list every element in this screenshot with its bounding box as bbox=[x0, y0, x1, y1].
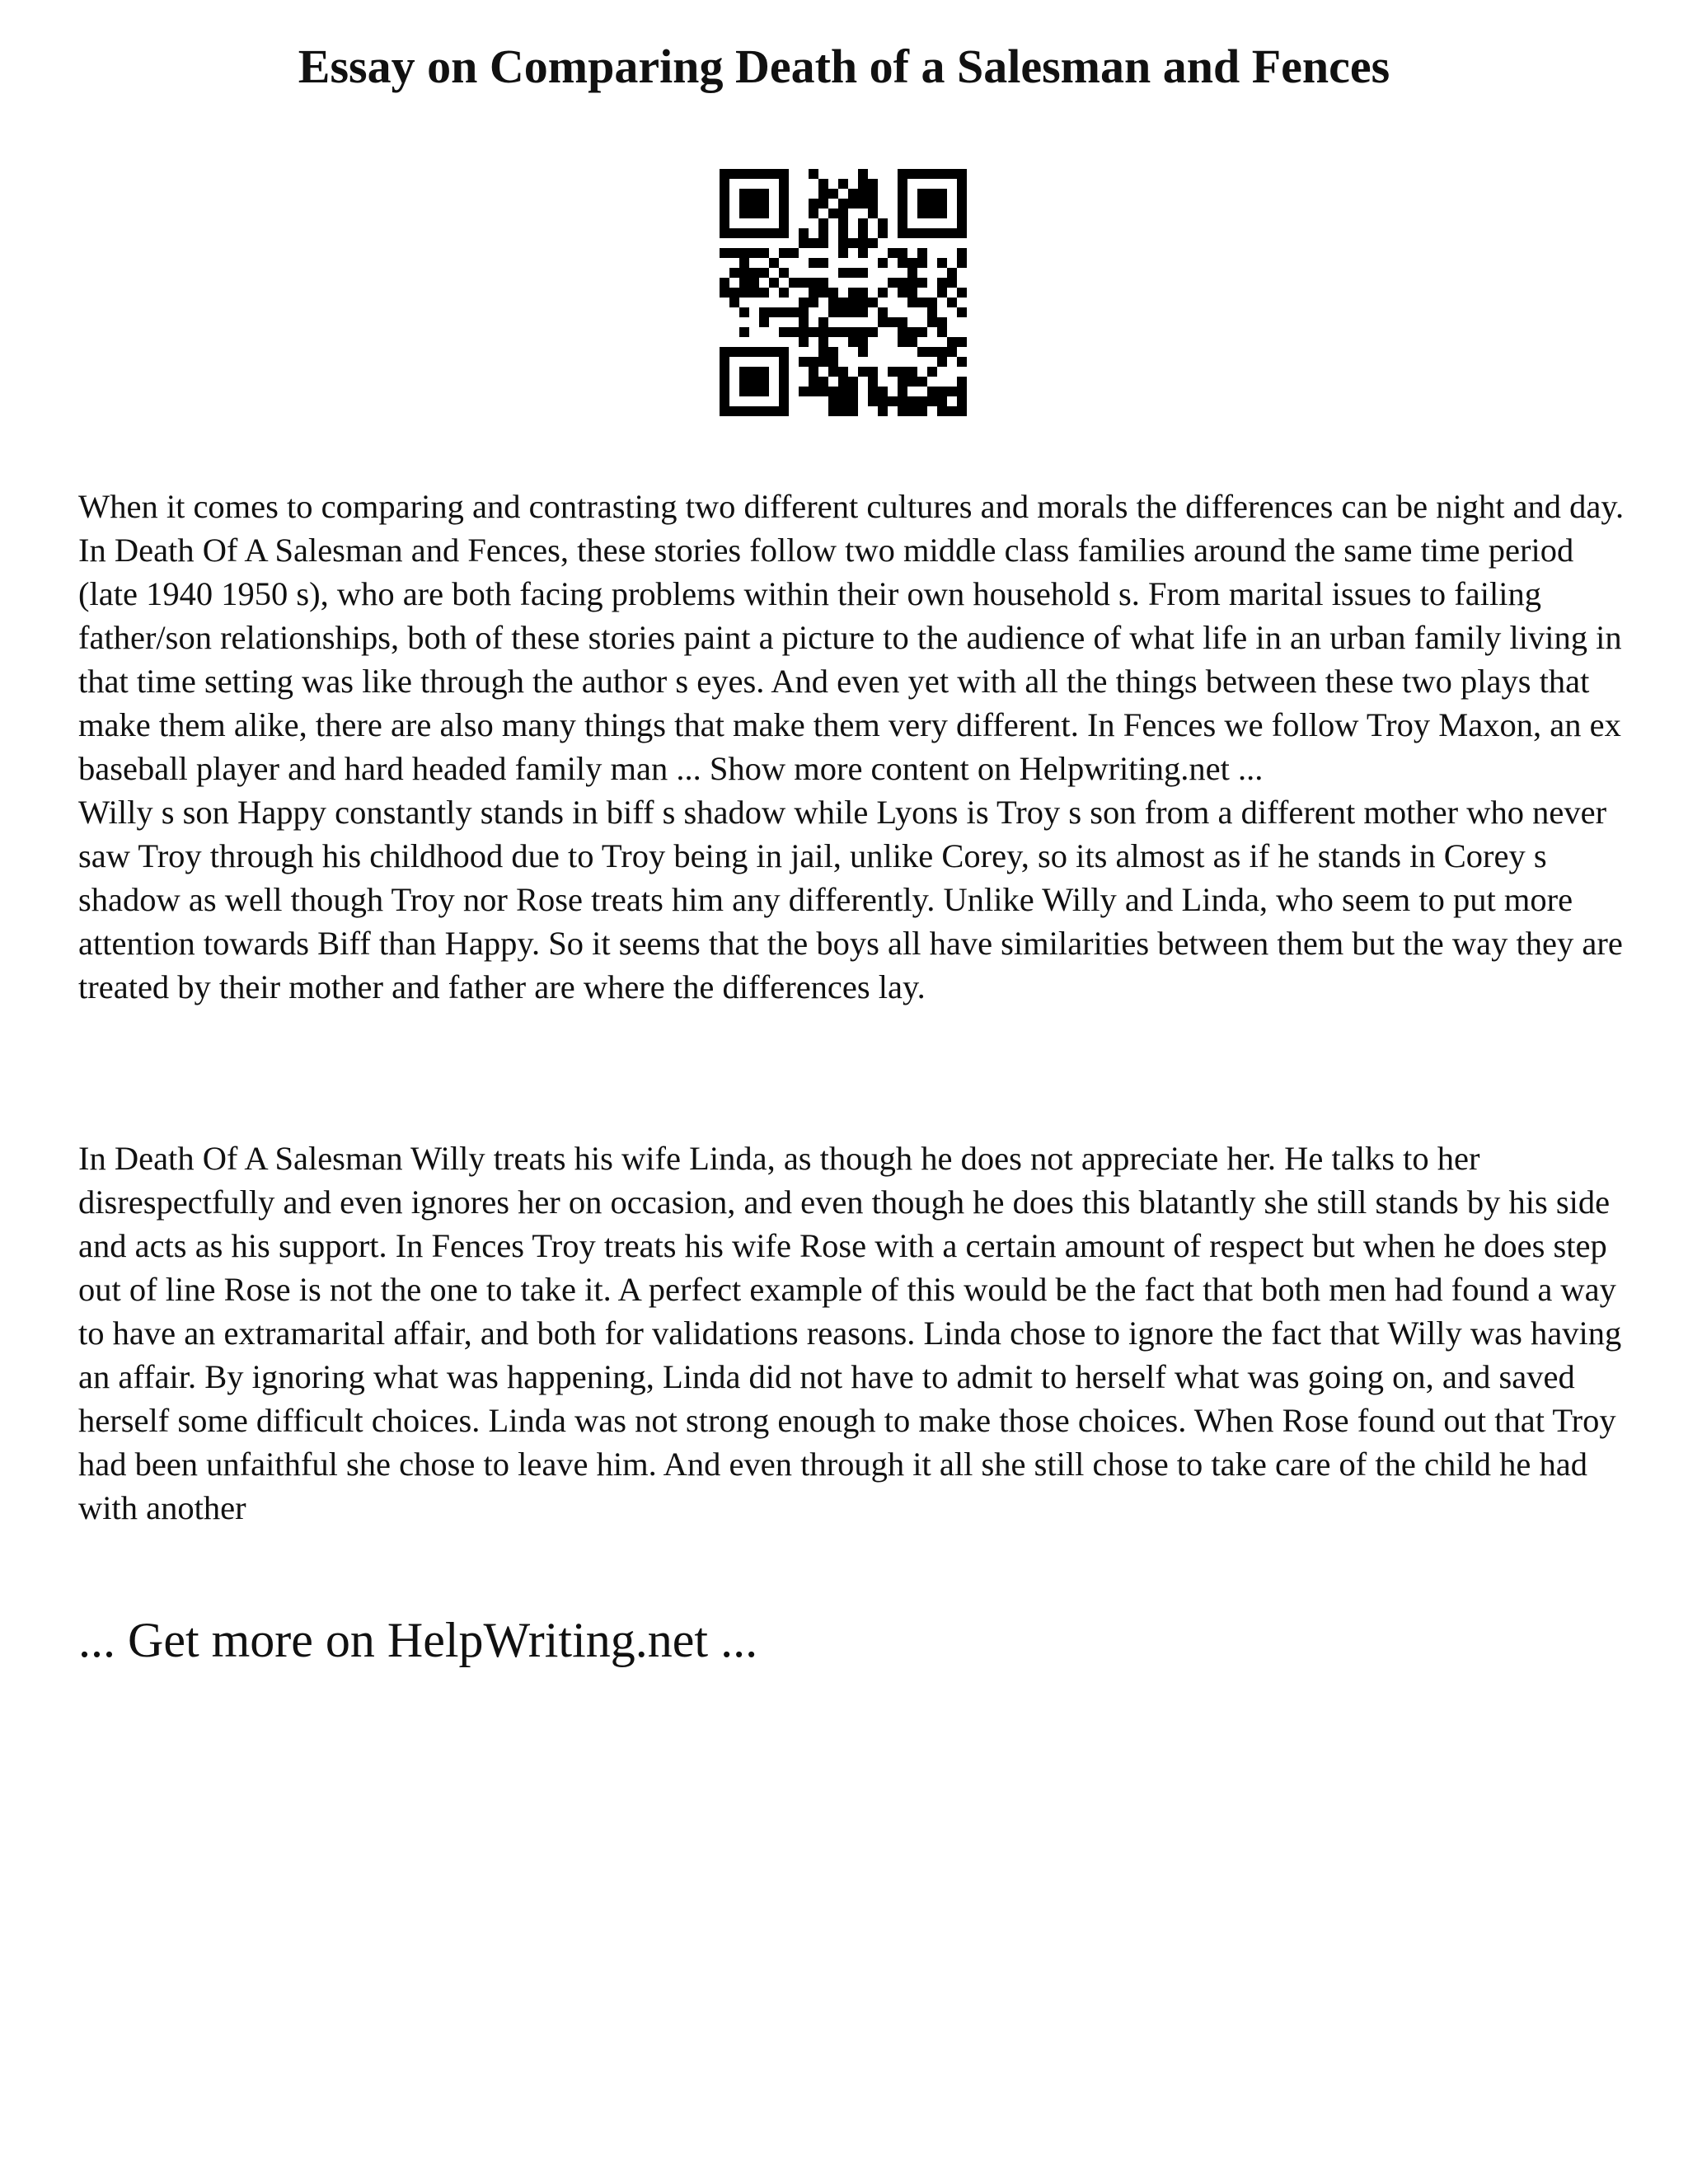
qr-code-graphic bbox=[720, 169, 967, 416]
document-title: Essay on Comparing Death of a Salesman and Fences bbox=[298, 40, 1390, 93]
paragraph-2: In Death Of A Salesman Willy treats his wife Linda, as though he does not appreciate her. He talks to her disrespectfully and even ignores her on occasion, and even though he does this blatantly she still stands by his side and acts as his support. In Fences Troy treats his wife Rose with a certain amount of respect but when he does step out of line Rose is not the one to take it. A perfect example of this would be the fact that both men had found a way to have an extramarital affair, and both for validations reasons. Linda chose to ignore the fact that Willy was having an affair. By ignoring what was happening, Linda did not have to admit to herself what was going on, and saved herself some difficult choices. Linda was not strong enough to make those choices. When Rose found out that Troy had been unfaithful she chose to leave him. And even through it all she still chose to take care of the child he had with another bbox=[78, 1140, 1622, 1526]
get-more-link[interactable]: ... Get more on HelpWriting.net ... bbox=[78, 1613, 758, 1667]
paragraph-1: When it comes to comparing and contrasting two different cultures and morals the differences can be night and day. In Death Of A Salesman and Fences, these stories follow two middle class families around the same time period (late 1940 1950 s), who are both facing problems within their own household s. From marital issues to failing father/son relationships, both of these stories paint a picture to the audience of what life in an urban family living in that time setting was like through the author s eyes. And even yet with all the things between these two plays that make them alike, there are also many things that make them very different. In Fences we follow Troy Maxon, an ex baseball player and hard headed family man ... Show more content on Helpwriting.net ... Willy s son Happy constantly stands in biff s shadow while Lyons is Troy s son from a different mother who never saw Troy through his childhood due to Troy being in jail, unlike Corey, so its almost as if he stands in Corey s shadow as well though Troy nor Rose treats him any differently. Unlike Willy and Linda, who seem to put more attention towards Biff than Happy. So it seems that the boys all have similarities between them but the way they are treated by their mother and father are where the differences lay. bbox=[78, 488, 1625, 1005]
qr-code bbox=[720, 169, 967, 416]
